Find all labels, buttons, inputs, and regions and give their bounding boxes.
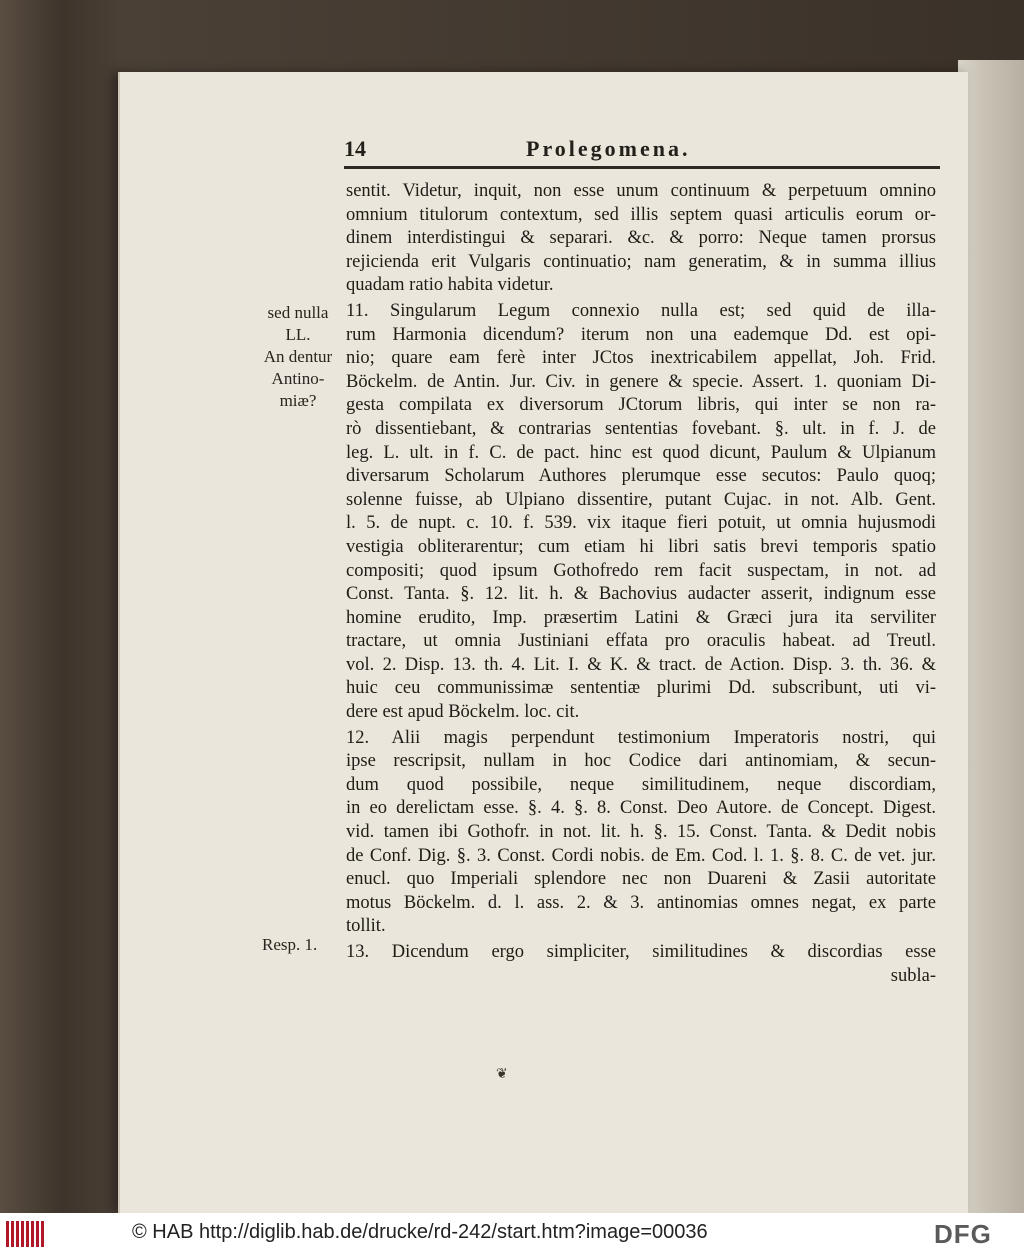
text-line: Const. Tanta. §. 12. lit. h. & Bachovius audacter asserit, indignum esse: [346, 584, 936, 605]
text-line: dinem interdistingui & separari. &c. & porro: Neque tamen prorsus: [346, 228, 936, 249]
text-line: dere est apud Böckelm. loc. cit.: [346, 702, 580, 723]
text-line: vid. tamen ibi Gothofr. in not. lit. h. §. 15. Const. Tanta. & Dedit nobis: [346, 822, 936, 843]
footer-copyright[interactable]: © HAB http://diglib.hab.de/drucke/rd-242/start.htm?image=00036: [132, 1221, 708, 1243]
text-line: in eo derelictam esse. §. 4. §. 8. Const. Deo Autore. de Concept. Digest.: [346, 798, 936, 819]
margin-note-line: miæ?: [279, 391, 317, 410]
text-line: solenne fuisse, ab Ulpiano dissentire, putant Cujac. in not. Alb. Gent.: [346, 489, 936, 510]
body-text: [346, 180, 936, 988]
text-line: homine erudito, Imp. præsertim Latini & Græci jura ita serviliter: [346, 607, 936, 628]
text-line: motus Böckelm. d. l. ass. 2. & 3. antinomias omnes negat, ex parte: [346, 892, 936, 913]
text-line: vestigia obliterarentur; cum etiam hi libri satis brevi temporis spatio: [346, 536, 936, 557]
text-line: compositi; quod ipsum Gothofredo rem facit suspectam, in not. ad: [346, 560, 936, 581]
text-line: nio; quare eam ferè inter JCtos inextricabilem appellat, Joh. Frid.: [346, 348, 936, 369]
text-line: tollit.: [346, 916, 386, 937]
text-line: leg. L. ult. in f. C. de pact. hinc est quod dicunt, Paulum & Ulpianum: [346, 442, 936, 463]
page-header: [344, 136, 944, 164]
text-line: de Conf. Dig. §. 3. Const. Cordi nobis. de Em. Cod. l. 1. §. 8. C. de vet. jur.: [346, 845, 936, 866]
text-line: sentit. Videtur, inquit, non esse unum continuum & perpetuum omnino: [346, 181, 936, 201]
margin-note-response: Resp. 1.: [262, 935, 318, 954]
text-line: rejicienda erit Vulgaris continuatio; nam generatim, & in summa illius: [346, 251, 936, 272]
margin-note-line: sed nulla: [267, 303, 329, 322]
text-line: tractare, ut omnia Justiniani effata pro oraculis habeat. ad Treutl.: [346, 631, 936, 652]
text-line: 11. Singularum Legum connexio nulla est; sed quid de illa-: [346, 300, 936, 321]
text-line: diversarum Scholarum Authores plerumque esse secutos: Paulo quoq;: [346, 466, 936, 487]
margin-note-line: An dentur: [263, 347, 333, 366]
text-line: quadam ratio habita videtur.: [346, 275, 554, 296]
text-line: vol. 2. Disp. 13. th. 4. Lit. I. & K. & tract. de Action. Disp. 3. th. 36. &: [346, 654, 936, 675]
ornament-icon: ❦: [496, 1067, 508, 1082]
text-line: 13. Dicendum ergo simpliciter, similitudines & discordias esse: [346, 942, 936, 962]
text-line: rum Harmonia dicendum? iterum non una eademque Dd. est opi-: [346, 324, 936, 345]
text-line: Böckelm. de Antin. Jur. Civ. in genere & specie. Assert. 1. quoniam Di-: [346, 371, 936, 392]
margin-note-harmony: [256, 302, 340, 412]
text-line: huic ceu communissimæ sententiæ plurimi Dd. subscribunt, uti vi-: [346, 678, 936, 699]
header-rule: [344, 166, 940, 169]
text-line: 12. Alii magis perpendunt testimonium Imperatoris nostri, qui: [346, 727, 936, 748]
barcode-icon: [6, 1221, 46, 1247]
text-line: l. 5. de nupt. c. 10. f. 539. vix itaque fieri potuit, ut omnia hujusmodi: [346, 513, 936, 534]
text-line: enucl. quo Imperiali splendore nec non Duareni & Zasii autoritate: [346, 869, 936, 890]
page-number: 14: [344, 136, 366, 161]
text-line: gesta compilata ex diversorum JCtorum libris, qui inter se non ra-: [346, 395, 936, 416]
dfg-logo: DFG: [934, 1219, 992, 1249]
text-line: dum quod possibile, neque similitudinem, neque discordiam,: [346, 774, 936, 795]
margin-note-line: LL.: [285, 325, 311, 344]
text-line: ipse rescripsit, nullam in hoc Codice dari antinomiam, & secun-: [346, 751, 936, 772]
footer-bar: [0, 1213, 1024, 1255]
text-line: rò dissentiebant, & contrarias sententias fovebant. §. ult. in f. J. de: [346, 418, 936, 439]
running-head: Prolegomena.: [526, 136, 691, 161]
catchword: subla-: [890, 965, 936, 986]
text-line: omnium titulorum contextum, sed illis septem quasi articulis eorum or-: [346, 204, 936, 225]
margin-note-line: Antino-: [271, 369, 325, 388]
